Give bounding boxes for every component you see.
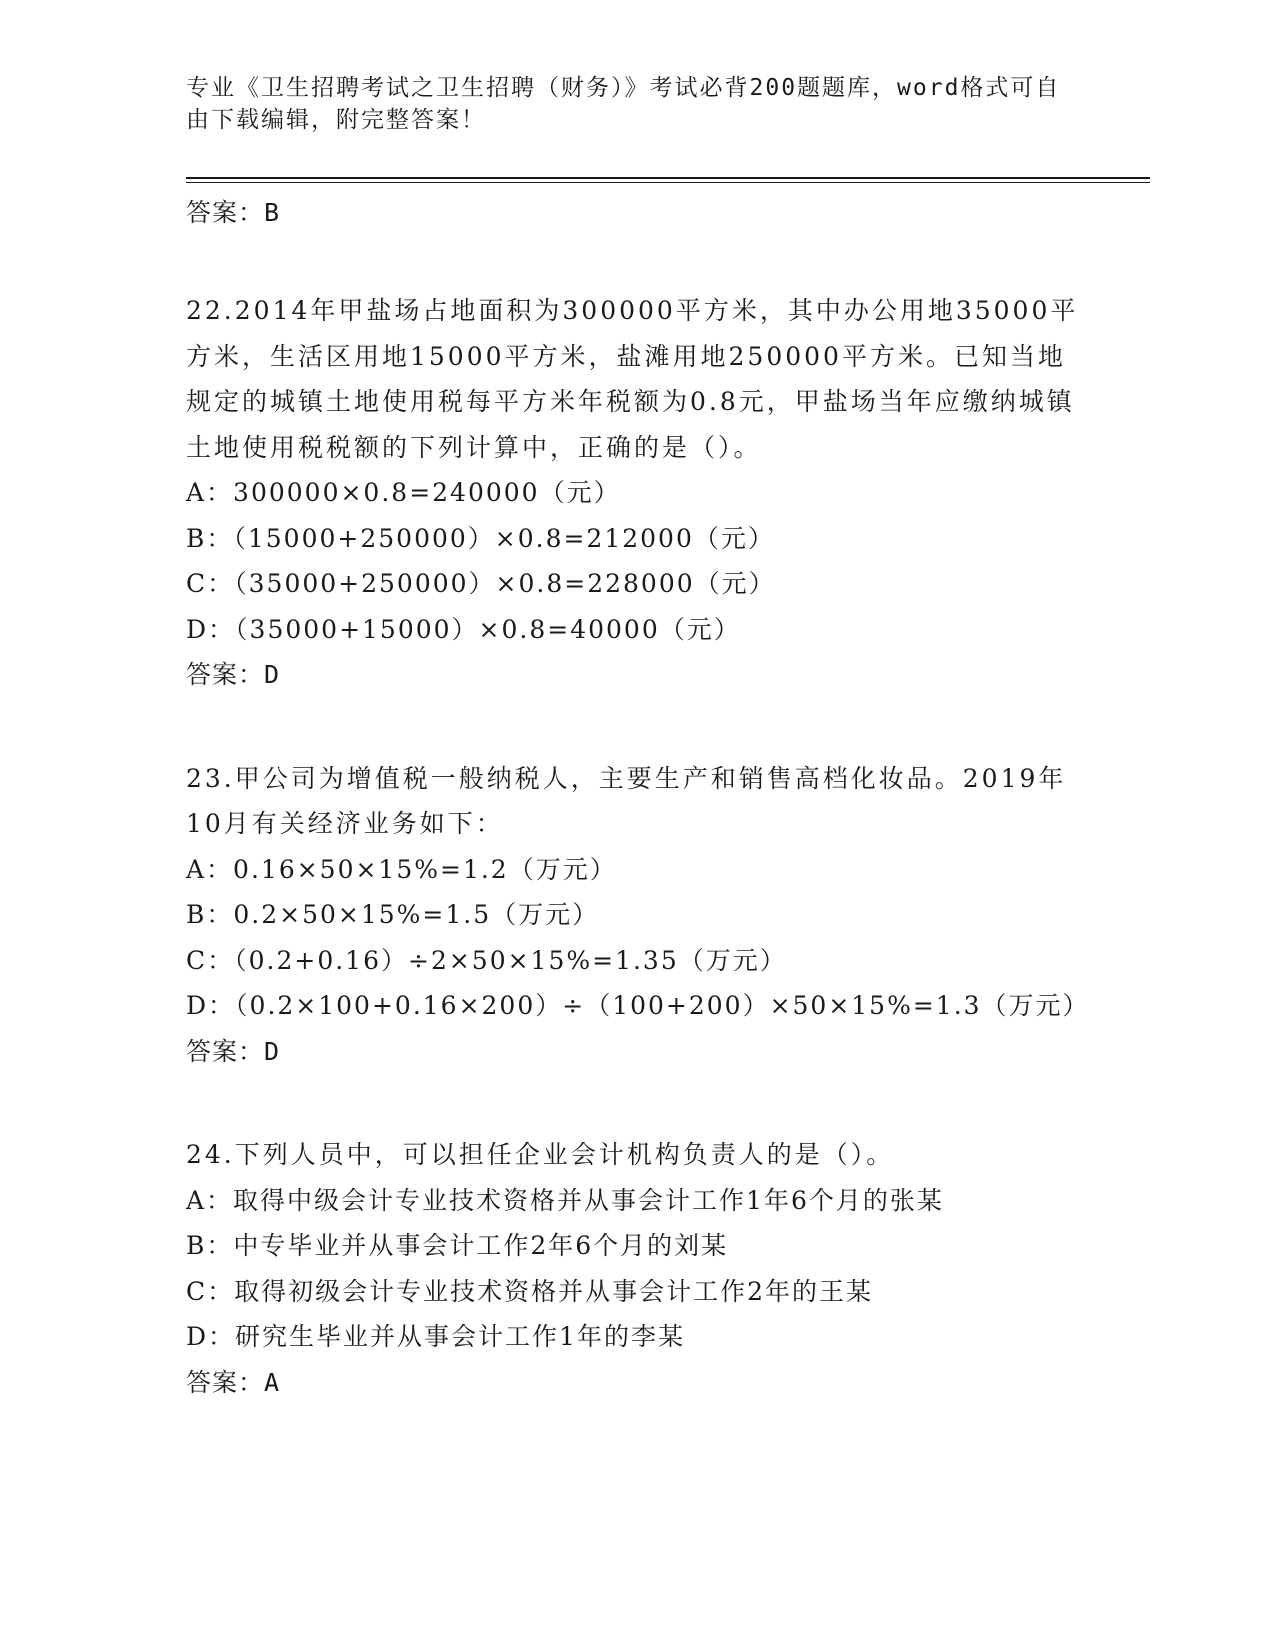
question-stem: 22.2014年甲盐场占地面积为300000平方米，其中办公用地35000平方米，生活区用地15000平方米，盐滩用地250000平方米。已知当地规定的城镇土地使用税每平方米年税额为0.8元，甲盐场当年应缴纳城镇土地使用税税额的下列计算中，正确的是（）。 [186, 296, 1079, 462]
header-divider-thick [186, 177, 1150, 179]
question-24 [186, 1132, 1086, 1405]
question-stem: 23.甲公司为增值税一般纳税人，主要生产和销售高档化妆品。2019年10月有关经济业务如下： [186, 763, 1067, 838]
answer-line: 答案：A [186, 1367, 281, 1397]
page-header: 专业《卫生招聘考试之卫生招聘（财务）》考试必背200题题库，word格式可自由下载编辑，附完整答案！ [186, 75, 1061, 133]
option-b: B：中专毕业并从事会计工作2年6个月的刘某 [186, 1231, 729, 1260]
answer-line: 答案：D [186, 660, 281, 689]
header-divider-thin [186, 182, 1150, 183]
option-d: D：研究生毕业并从事会计工作1年的李某 [186, 1322, 685, 1351]
option-a: A：取得中级会计专业技术资格并从事会计工作1年6个月的张某 [186, 1185, 944, 1215]
option-a: A：300000×0.8=240000（元） [186, 478, 621, 507]
question-23 [186, 756, 1090, 1075]
option-c: C：（35000+250000）×0.8=228000（元） [186, 569, 776, 598]
option-d: D：（0.2×100+0.16×200）÷（100+200）×50×15%=1.3（万元） [186, 991, 1090, 1020]
option-c: C：（0.2+0.16）÷2×50×15%=1.35（万元） [186, 945, 787, 975]
question-stem: 24.下列人员中，可以担任企业会计机构负责人的是（）。 [186, 1140, 895, 1169]
option-b: B：0.2×50×15%=1.5（万元） [186, 900, 600, 929]
answer-line: 答案：D [186, 1036, 281, 1066]
option-a: A：0.16×50×15%=1.2（万元） [186, 854, 617, 884]
option-b: B：（15000+250000）×0.8=212000（元） [186, 523, 775, 553]
question-22 [186, 288, 1086, 698]
option-c: C：取得初级会计专业技术资格并从事会计工作2年的王某 [186, 1276, 874, 1306]
answer-line: 答案：B [186, 198, 281, 227]
document-body [186, 190, 1090, 1405]
option-d: D：（35000+15000）×0.8=40000（元） [186, 614, 741, 644]
